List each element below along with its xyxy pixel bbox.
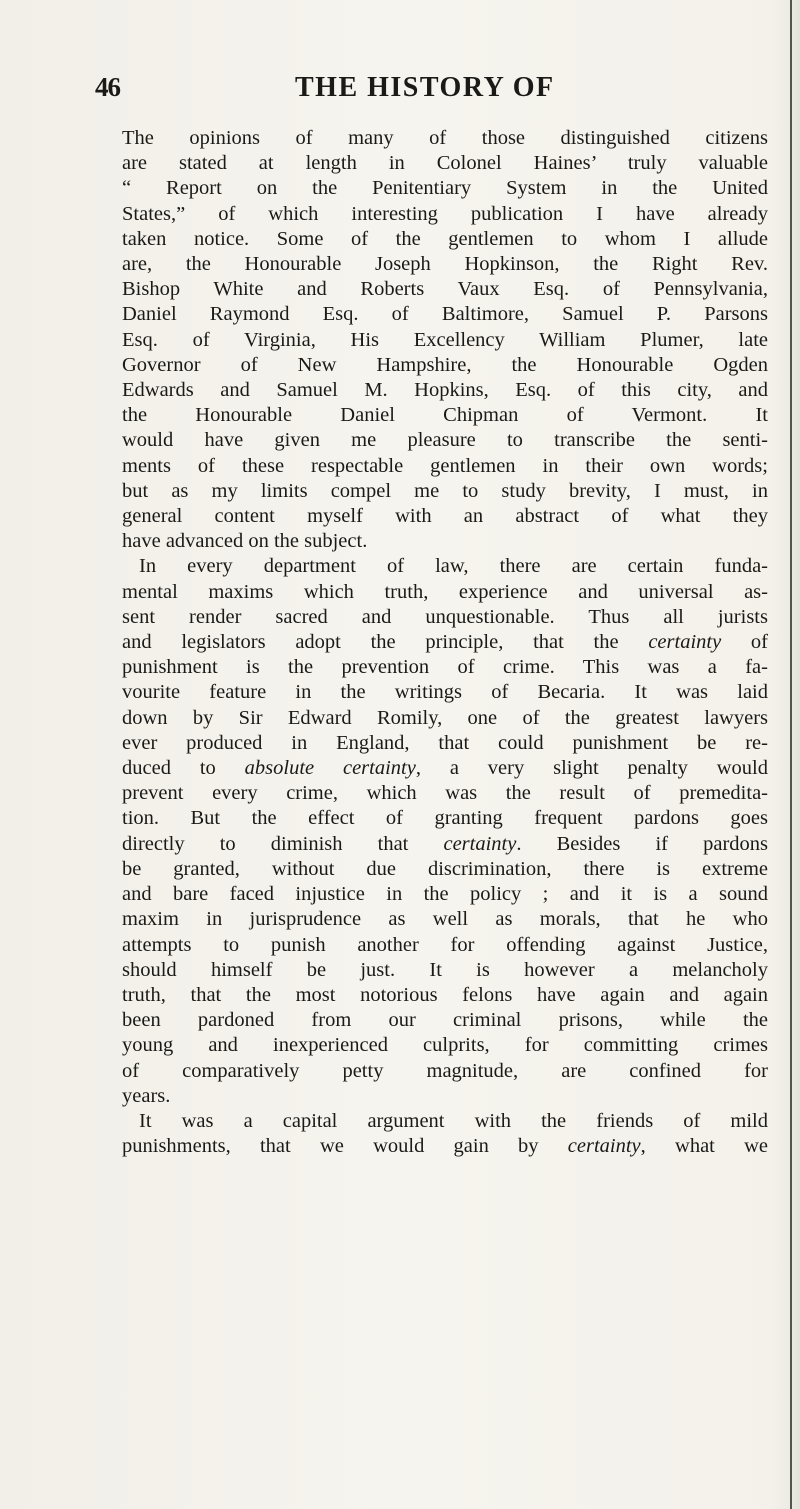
text-segment: duced to (122, 757, 216, 780)
text-line: attempts to punish another for offending against Justice, (122, 933, 768, 956)
text-line: should himself be just. It is however a melancholy (122, 958, 768, 981)
text-line: The opinions of many of those distinguished citizens (122, 127, 768, 149)
text-line: ever produced in England, that could punishment be re- (122, 731, 768, 754)
text-line: “ Report on the Penitentiary System in the United (122, 177, 768, 200)
text-line: years. (122, 1084, 171, 1107)
italic-term: certainty (567, 1135, 641, 1158)
page-edge-line (790, 0, 792, 1509)
body-text (122, 126, 768, 1159)
text-line: be granted, without due discrimination, there is extreme (122, 857, 768, 880)
page-number: 46 (95, 72, 120, 102)
text-line: are, the Honourable Joseph Hopkinson, the Right Rev. (122, 253, 768, 276)
running-head: THE HISTORY OF (295, 72, 555, 103)
text-line: the Honourable Daniel Chipman of Vermont. It (122, 404, 768, 427)
text-line: and bare faced injustice in the policy ; and it is a sound (122, 883, 768, 906)
text-line: general content myself with an abstract of what they (122, 505, 768, 528)
italic-term: certainty (648, 631, 722, 654)
text-line: ments of these respectable gentlemen in their own words; (122, 454, 768, 477)
text-line: but as my limits compel me to study brevity, I must, in (122, 479, 768, 502)
text-line: Daniel Raymond Esq. of Baltimore, Samuel P. Parsons (122, 303, 768, 326)
text-line: In every department of law, there are certain funda- (139, 555, 768, 578)
text-line: would have given me pleasure to transcribe the senti- (122, 429, 768, 452)
text-line: States,” of which interesting publication I have already (122, 202, 768, 225)
text-line: tion. But the effect of granting frequent pardons goes (122, 807, 768, 830)
text-line: taken notice. Some of the gentlemen to whom I allude (122, 227, 768, 250)
text-line (122, 1134, 768, 1159)
text-line: maxim in jurisprudence as well as morals, that he who (122, 908, 768, 931)
italic-term: certainty (443, 832, 517, 855)
text-segment: , a very slight penalty would (415, 757, 768, 780)
text-line: down by Sir Edward Romily, one of the greatest lawyers (122, 706, 768, 729)
text-line: Edwards and Samuel M. Hopkins, Esq. of this city, and (122, 379, 768, 402)
text-segment: , what we (640, 1135, 768, 1158)
text-line: been pardoned from our criminal prisons, while the (122, 1009, 768, 1032)
text-line (122, 630, 768, 655)
text-segment: directly to diminish that (122, 832, 409, 855)
text-line: Esq. of Virginia, His Excellency William Plumer, late (122, 328, 768, 351)
text-line: sent render sacred and unquestionable. Thus all jurists (122, 605, 768, 628)
text-segment: and legislators adopt the principle, that the (122, 631, 619, 654)
text-line: punishment is the prevention of crime. This was a fa- (122, 656, 768, 679)
text-line: vourite feature in the writings of Becaria. It was laid (122, 681, 768, 704)
text-line: prevent every crime, which was the result of premedita- (122, 782, 768, 805)
page-header (95, 72, 765, 112)
italic-term: absolute certainty (244, 757, 416, 780)
text-segment: punishments, that we would gain by (122, 1135, 539, 1158)
text-line: of comparatively petty magnitude, are confined for (122, 1059, 768, 1082)
text-line (122, 756, 768, 781)
text-line: Bishop White and Roberts Vaux Esq. of Pennsylvania, (122, 278, 768, 301)
text-line: truth, that the most notorious felons have again and again (122, 983, 768, 1006)
page-edge-shadow (772, 0, 800, 1509)
text-line: have advanced on the subject. (122, 530, 368, 553)
text-line: young and inexperienced culprits, for committing crimes (122, 1034, 768, 1057)
text-segment: of (721, 631, 768, 654)
text-line: are stated at length in Colonel Haines’ truly valuable (122, 152, 768, 175)
text-segment: . Besides if pardons (516, 832, 768, 855)
text-line: Governor of New Hampshire, the Honourable Ogden (122, 353, 768, 376)
text-line: It was a capital argument with the friends of mild (139, 1109, 768, 1132)
text-line (122, 832, 768, 857)
text-line: mental maxims which truth, experience and universal as- (122, 580, 768, 603)
